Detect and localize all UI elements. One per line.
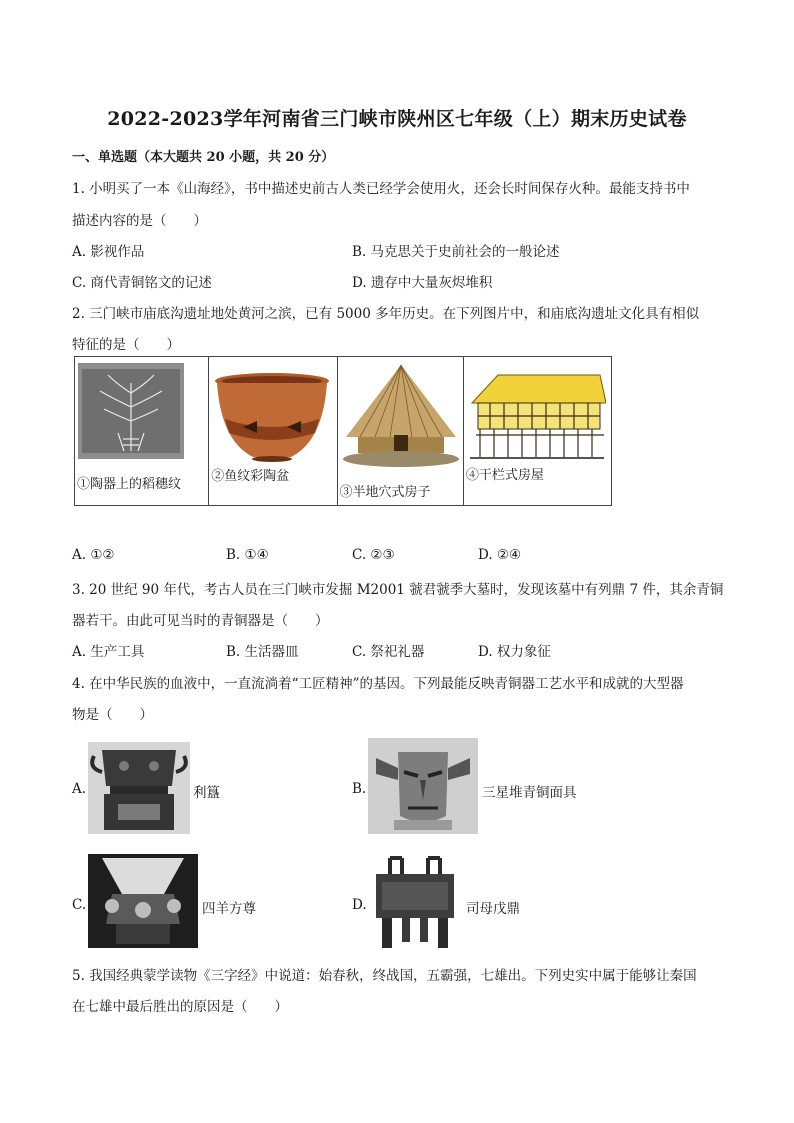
fish-pattern-basin-image [213,371,331,463]
q1-option-d[interactable]: D. 遗存中大量灰烬堆积 [352,275,493,291]
rice-pattern-pottery-image [78,363,184,459]
q3-option-b[interactable]: B. 生活器皿 [226,644,299,660]
q2-image-caption-3: ③半地穴式房子 [339,485,431,500]
section-heading: 一、单选题（本大题共 20 小题，共 20 分） [72,150,335,165]
q2-image-caption-1: ①陶器上的稻穗纹 [77,477,182,492]
stilt-house-image [468,373,606,459]
q1-option-b[interactable]: B. 马克思关于史前社会的一般论述 [352,244,560,260]
simuwu-ding-image [368,856,462,950]
q2-stem-line1: 2. 三门峡市庙底沟遗址地处黄河之滨，已有 5000 多年历史。在下列图片中，和庙底沟遗址文化具有相似 [72,306,700,322]
q3-stem-line2: 器若干。由此可见当时的青铜器是（ ） [72,613,329,629]
q2-option-a[interactable]: A. ①② [72,547,115,563]
q2-option-b[interactable]: B. ①④ [226,547,269,563]
q3-option-d[interactable]: D. 权力象征 [478,644,551,660]
q2-image-cell-4 [463,357,611,506]
q4-option-d-label[interactable]: 司母戊鼎 [466,901,520,917]
q5-stem-line2: 在七雄中最后胜出的原因是（ ） [72,999,288,1015]
q1-stem-line2: 描述内容的是（ ） [72,213,207,229]
q2-stem-line2: 特征的是（ ） [72,337,180,353]
q1-option-a[interactable]: A. 影视作品 [72,244,145,260]
q2-image-caption-2: ②鱼纹彩陶盆 [211,469,290,484]
q4-option-c-letter[interactable]: C. [72,897,87,913]
q2-option-d[interactable]: D. ②④ [478,547,522,563]
q4-option-c-label[interactable]: 四羊方尊 [202,901,256,917]
q1-stem-line1: 1. 小明买了一本《山海经》，书中描述史前古人类已经学会使用火，还会长时间保存火种。最能支持书中 [72,181,690,197]
q4-option-b-label[interactable]: 三星堆青铜面具 [482,785,577,801]
q5-stem-line1: 5. 我国经典蒙学读物《三字经》中说道：始春秋，终战国，五霸强，七雄出。下列史实中属于能够让秦国 [72,968,697,984]
q4-option-d-letter[interactable]: D. [352,897,367,913]
li-gui-bronze-image [88,742,190,834]
q1-option-c[interactable]: C. 商代青铜铭文的记述 [72,275,212,291]
q4-option-a-label[interactable]: 利簋 [193,785,220,801]
exam-title: 2022-2023学年河南省三门峡市陕州区七年级（上）期末历史试卷 [107,108,687,130]
q4-stem-line2: 物是（ ） [72,707,153,723]
q2-image-cell-3 [337,357,463,506]
q3-option-c[interactable]: C. 祭祀礼器 [352,644,425,660]
q4-stem-line1: 4. 在中华民族的血液中，一直流淌着“工匠精神”的基因。下列最能反映青铜器工艺水平和成就的大型器 [72,676,684,692]
q3-stem-line1: 3. 20 世纪 90 年代，考古人员在三门峡市发掘 M2001 虢君虢季大墓时，发现该墓中有列鼎 7 件，其余青铜 [72,582,724,598]
q4-option-b-letter[interactable]: B. [352,781,367,797]
q2-image-caption-4: ④干栏式房屋 [465,468,544,483]
q2-image-cell-2 [209,357,337,506]
q2-image-cell-1 [75,357,209,506]
semi-subterranean-house-image [340,359,462,477]
q2-image-table [74,356,612,506]
q3-option-a[interactable]: A. 生产工具 [72,644,145,660]
sanxingdui-mask-image [368,738,478,834]
q2-option-c[interactable]: C. ②③ [352,547,395,563]
q4-option-a-letter[interactable]: A. [72,781,87,797]
four-goat-zun-image [88,854,198,948]
